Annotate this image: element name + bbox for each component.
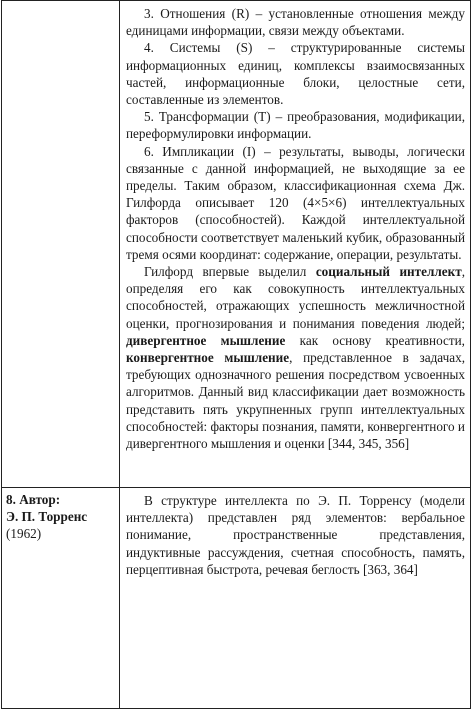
- term-divergent-thinking: дивергентное мышление: [126, 332, 286, 348]
- paragraph-torrance: В структуре интеллекта по Э. П. Торренсу (модели интеллекта) представлен ряд элементов: вербальное понимание, пространственные представления, индуктивные рассуждения, счетная способность, память, перцептивная быстрота, речевая беглость [363, 364]: [126, 493, 465, 577]
- paragraph-relations: 3. Отношения (R) – установленные отношения между единицами информации, связи между объектами.: [126, 6, 465, 39]
- term-social-intelligence: социальный интеллект: [315, 264, 462, 280]
- term-convergent-thinking: конвергентное мышление: [126, 350, 290, 366]
- paragraph-transformations: 5. Трансформации (T) – преобразования, модификации, переформулировки информации.: [126, 109, 465, 142]
- author-cell: [2, 488, 120, 709]
- description-cell: [120, 488, 471, 709]
- author-year: (1962): [6, 526, 42, 542]
- paragraph-implications: 6. Импликации (I) – результаты, выводы, логически связанные с данной информацией, не выходящие за ее пределы. Таким образом, классификационная схема Дж. Гилфорда описывает 120 (4×5×6) интеллектуальных факторов (способностей). Каждой интеллектуальной способности соответствует маленький кубик, образованный тремя осями координат: содержание, операции, результаты.: [126, 143, 465, 262]
- description-text: [120, 488, 470, 578]
- author-label: 8. Автор:: [6, 492, 61, 507]
- guilford-text-4: , представленное в задачах, требующих однозначного решения посредством усвоенных алгоритмов. Данный вид классификации дает возможность представить пять укрупненных групп интеллектуальных способностей: факторы познания, памяти, конвергентного и дивергентного мышления и оценки [344, 345, 356]: [126, 350, 465, 452]
- description-text: [120, 1, 470, 452]
- table-row: [2, 488, 471, 709]
- description-cell: [120, 1, 471, 488]
- author-name: Э. П. Торренс: [6, 509, 88, 525]
- paragraph-guilford: [126, 263, 465, 452]
- author-block: [2, 488, 119, 543]
- classification-table: [1, 0, 471, 709]
- paragraph-systems: 4. Системы (S) – структурированные системы информационных единиц, комплексы взаимосвязанных частей, информационные блоки, целостные сети, составленные из элементов.: [126, 40, 465, 108]
- author-cell-empty: [2, 1, 120, 488]
- guilford-text-1: Гилфорд впервые выделил: [144, 264, 316, 280]
- guilford-text-2: , определяя его как совокупность интеллектуальных способностей, отражающих успешность межличностной оценки, прогнозирования и понимания поведения людей;: [126, 264, 465, 331]
- guilford-text-3: как основу креативности,: [285, 332, 465, 348]
- table-row: [2, 1, 471, 488]
